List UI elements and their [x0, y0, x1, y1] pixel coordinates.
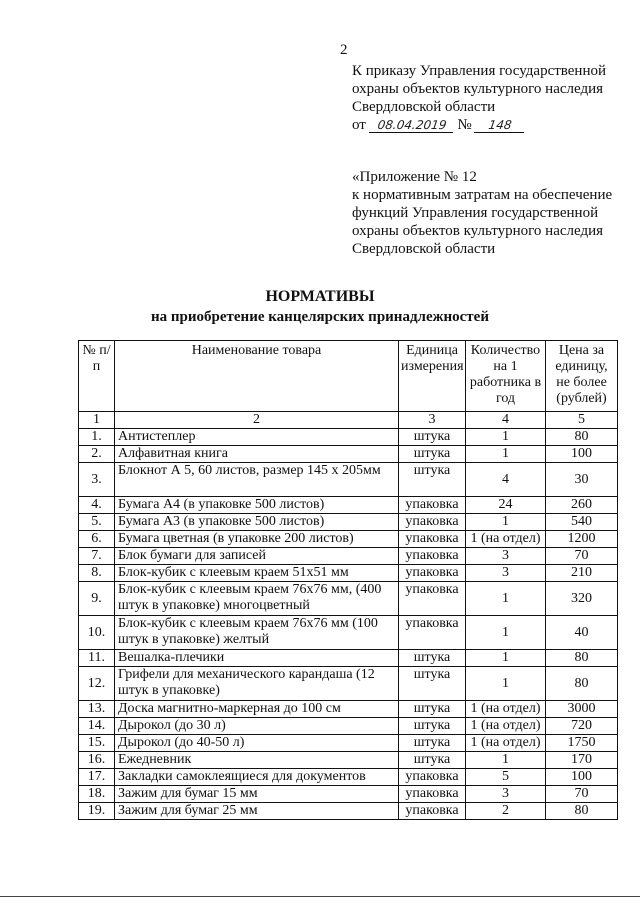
row-number: 16.	[79, 752, 115, 769]
item-name: Блок-кубик с клеевым краем 76х76 мм (100 штук в упаковке) желтый	[115, 616, 399, 650]
header-qty: Количество на 1 работника в год	[466, 341, 546, 412]
item-price: 70	[546, 786, 618, 803]
item-unit: упаковка	[399, 548, 466, 565]
item-name: Блок-кубик с клеевым краем 51х51 мм	[115, 565, 399, 582]
order-line: охраны объектов культурного наследия	[352, 81, 604, 97]
column-number: 2	[115, 412, 399, 429]
table-row	[79, 514, 618, 531]
appendix-line: «Приложение № 12	[352, 169, 477, 185]
item-price: 260	[546, 497, 618, 514]
item-price: 40	[546, 616, 618, 650]
item-name: Дырокол (до 40-50 л)	[115, 735, 399, 752]
item-price: 80	[546, 429, 618, 446]
item-price: 80	[546, 803, 618, 820]
row-number: 8.	[79, 565, 115, 582]
item-unit: штука	[399, 463, 466, 497]
item-name: Блок-кубик с клеевым краем 76х76 мм, (400 штук в упаковке) многоцветный	[115, 582, 399, 616]
item-price: 210	[546, 565, 618, 582]
header-price: Цена за единицу, не более (рублей)	[546, 341, 618, 412]
row-number: 15.	[79, 735, 115, 752]
item-unit: упаковка	[399, 514, 466, 531]
table-row	[79, 548, 618, 565]
item-name: Зажим для бумаг 25 мм	[115, 803, 399, 820]
item-unit: упаковка	[399, 803, 466, 820]
item-name: Грифели для механического карандаша (12 штук в упаковке)	[115, 667, 399, 701]
item-name: Зажим для бумаг 15 мм	[115, 786, 399, 803]
item-quantity: 3	[466, 786, 546, 803]
item-name: Вешалка-плечики	[115, 650, 399, 667]
header-name: Наименование товара	[115, 341, 399, 412]
item-price: 170	[546, 752, 618, 769]
row-number: 18.	[79, 786, 115, 803]
item-name: Ежедневник	[115, 752, 399, 769]
appendix-line: функций Управления государственной	[352, 205, 599, 221]
column-number: 3	[399, 412, 466, 429]
item-unit: штука	[399, 667, 466, 701]
row-number: 6.	[79, 531, 115, 548]
order-date-number-line	[352, 116, 632, 134]
header-unit: Единица измерения	[399, 341, 466, 412]
item-price: 3000	[546, 701, 618, 718]
appendix-line: охраны объектов культурного наследия	[352, 223, 604, 239]
table-row	[79, 429, 618, 446]
row-number: 2.	[79, 446, 115, 463]
item-quantity: 3	[466, 548, 546, 565]
item-quantity: 4	[466, 463, 546, 497]
table-row	[79, 582, 618, 616]
item-unit: штука	[399, 701, 466, 718]
from-label: от	[352, 117, 366, 133]
appendix-line: к нормативным затратам на обеспечение	[352, 187, 613, 203]
header-no: № п/п	[79, 341, 115, 412]
item-name: Закладки самоклеящиеся для документов	[115, 769, 399, 786]
item-quantity: 3	[466, 565, 546, 582]
item-unit: штука	[399, 446, 466, 463]
row-number: 4.	[79, 497, 115, 514]
appendix-reference	[352, 168, 634, 258]
item-quantity: 1	[466, 446, 546, 463]
column-number-row	[79, 412, 618, 429]
item-price: 1200	[546, 531, 618, 548]
item-price: 100	[546, 769, 618, 786]
bottom-rule	[0, 896, 640, 897]
item-quantity: 1	[466, 752, 546, 769]
table-row	[79, 446, 618, 463]
item-name: Алфавитная книга	[115, 446, 399, 463]
handwritten-number: 148	[474, 118, 526, 133]
item-quantity: 1 (на отдел)	[466, 718, 546, 735]
item-quantity: 1	[466, 429, 546, 446]
table-row	[79, 667, 618, 701]
item-quantity: 24	[466, 497, 546, 514]
item-unit: упаковка	[399, 769, 466, 786]
item-unit: упаковка	[399, 497, 466, 514]
item-quantity: 1	[466, 582, 546, 616]
row-number: 10.	[79, 616, 115, 650]
table-row	[79, 463, 618, 497]
item-price: 320	[546, 582, 618, 616]
document-subtitle: на приобретение канцелярских принадлежностей	[151, 309, 489, 325]
table-row	[79, 786, 618, 803]
item-unit: упаковка	[399, 786, 466, 803]
item-quantity: 5	[466, 769, 546, 786]
item-quantity: 1 (на отдел)	[466, 531, 546, 548]
item-name: Доска магнитно-маркерная до 100 см	[115, 701, 399, 718]
row-number: 19.	[79, 803, 115, 820]
page-number: 2	[340, 42, 348, 58]
item-unit: упаковка	[399, 531, 466, 548]
row-number: 11.	[79, 650, 115, 667]
item-quantity: 1	[466, 650, 546, 667]
item-name: Бумага цветная (в упаковке 200 листов)	[115, 531, 399, 548]
item-price: 1750	[546, 735, 618, 752]
order-reference	[352, 62, 632, 134]
table-row	[79, 650, 618, 667]
row-number: 7.	[79, 548, 115, 565]
column-number: 4	[466, 412, 546, 429]
order-line: Свердловской области	[352, 99, 496, 115]
row-number: 17.	[79, 769, 115, 786]
item-price: 80	[546, 650, 618, 667]
table-row	[79, 616, 618, 650]
table-row	[79, 701, 618, 718]
item-price: 540	[546, 514, 618, 531]
norms-table	[78, 340, 618, 820]
row-number: 1.	[79, 429, 115, 446]
table-row	[79, 803, 618, 820]
row-number: 14.	[79, 718, 115, 735]
item-name: Бумага А3 (в упаковке 500 листов)	[115, 514, 399, 531]
item-quantity: 1	[466, 514, 546, 531]
item-price: 100	[546, 446, 618, 463]
item-unit: упаковка	[399, 616, 466, 650]
item-quantity: 1	[466, 667, 546, 701]
row-number: 12.	[79, 667, 115, 701]
item-unit: штука	[399, 735, 466, 752]
item-name: Блок бумаги для записей	[115, 548, 399, 565]
item-unit: упаковка	[399, 565, 466, 582]
item-name: Антистеплер	[115, 429, 399, 446]
item-price: 70	[546, 548, 618, 565]
item-price: 720	[546, 718, 618, 735]
document-title: НОРМАТИВЫ	[265, 288, 375, 305]
item-price: 30	[546, 463, 618, 497]
item-quantity: 1 (на отдел)	[466, 735, 546, 752]
item-name: Блокнот А 5, 60 листов, размер 145 х 205мм	[115, 463, 399, 497]
table-row	[79, 769, 618, 786]
item-unit: штука	[399, 752, 466, 769]
item-quantity: 1	[466, 616, 546, 650]
column-number: 1	[79, 412, 115, 429]
table-row	[79, 497, 618, 514]
handwritten-date: 08.04.2019	[369, 118, 455, 133]
row-number: 5.	[79, 514, 115, 531]
table-row	[79, 752, 618, 769]
item-quantity: 1 (на отдел)	[466, 701, 546, 718]
table-row	[79, 531, 618, 548]
appendix-line: Свердловской области	[352, 241, 496, 257]
row-number: 9.	[79, 582, 115, 616]
row-number: 3.	[79, 463, 115, 497]
number-label: №	[457, 117, 472, 133]
table-row	[79, 735, 618, 752]
table-row	[79, 718, 618, 735]
table-row	[79, 565, 618, 582]
item-name: Бумага А4 (в упаковке 500 листов)	[115, 497, 399, 514]
table-header-row	[79, 341, 618, 412]
item-name: Дырокол (до 30 л)	[115, 718, 399, 735]
item-price: 80	[546, 667, 618, 701]
order-line: К приказу Управления государственной	[352, 63, 607, 79]
item-unit: штука	[399, 429, 466, 446]
column-number: 5	[546, 412, 618, 429]
item-unit: штука	[399, 650, 466, 667]
item-unit: штука	[399, 718, 466, 735]
row-number: 13.	[79, 701, 115, 718]
item-unit: упаковка	[399, 582, 466, 616]
item-quantity: 2	[466, 803, 546, 820]
